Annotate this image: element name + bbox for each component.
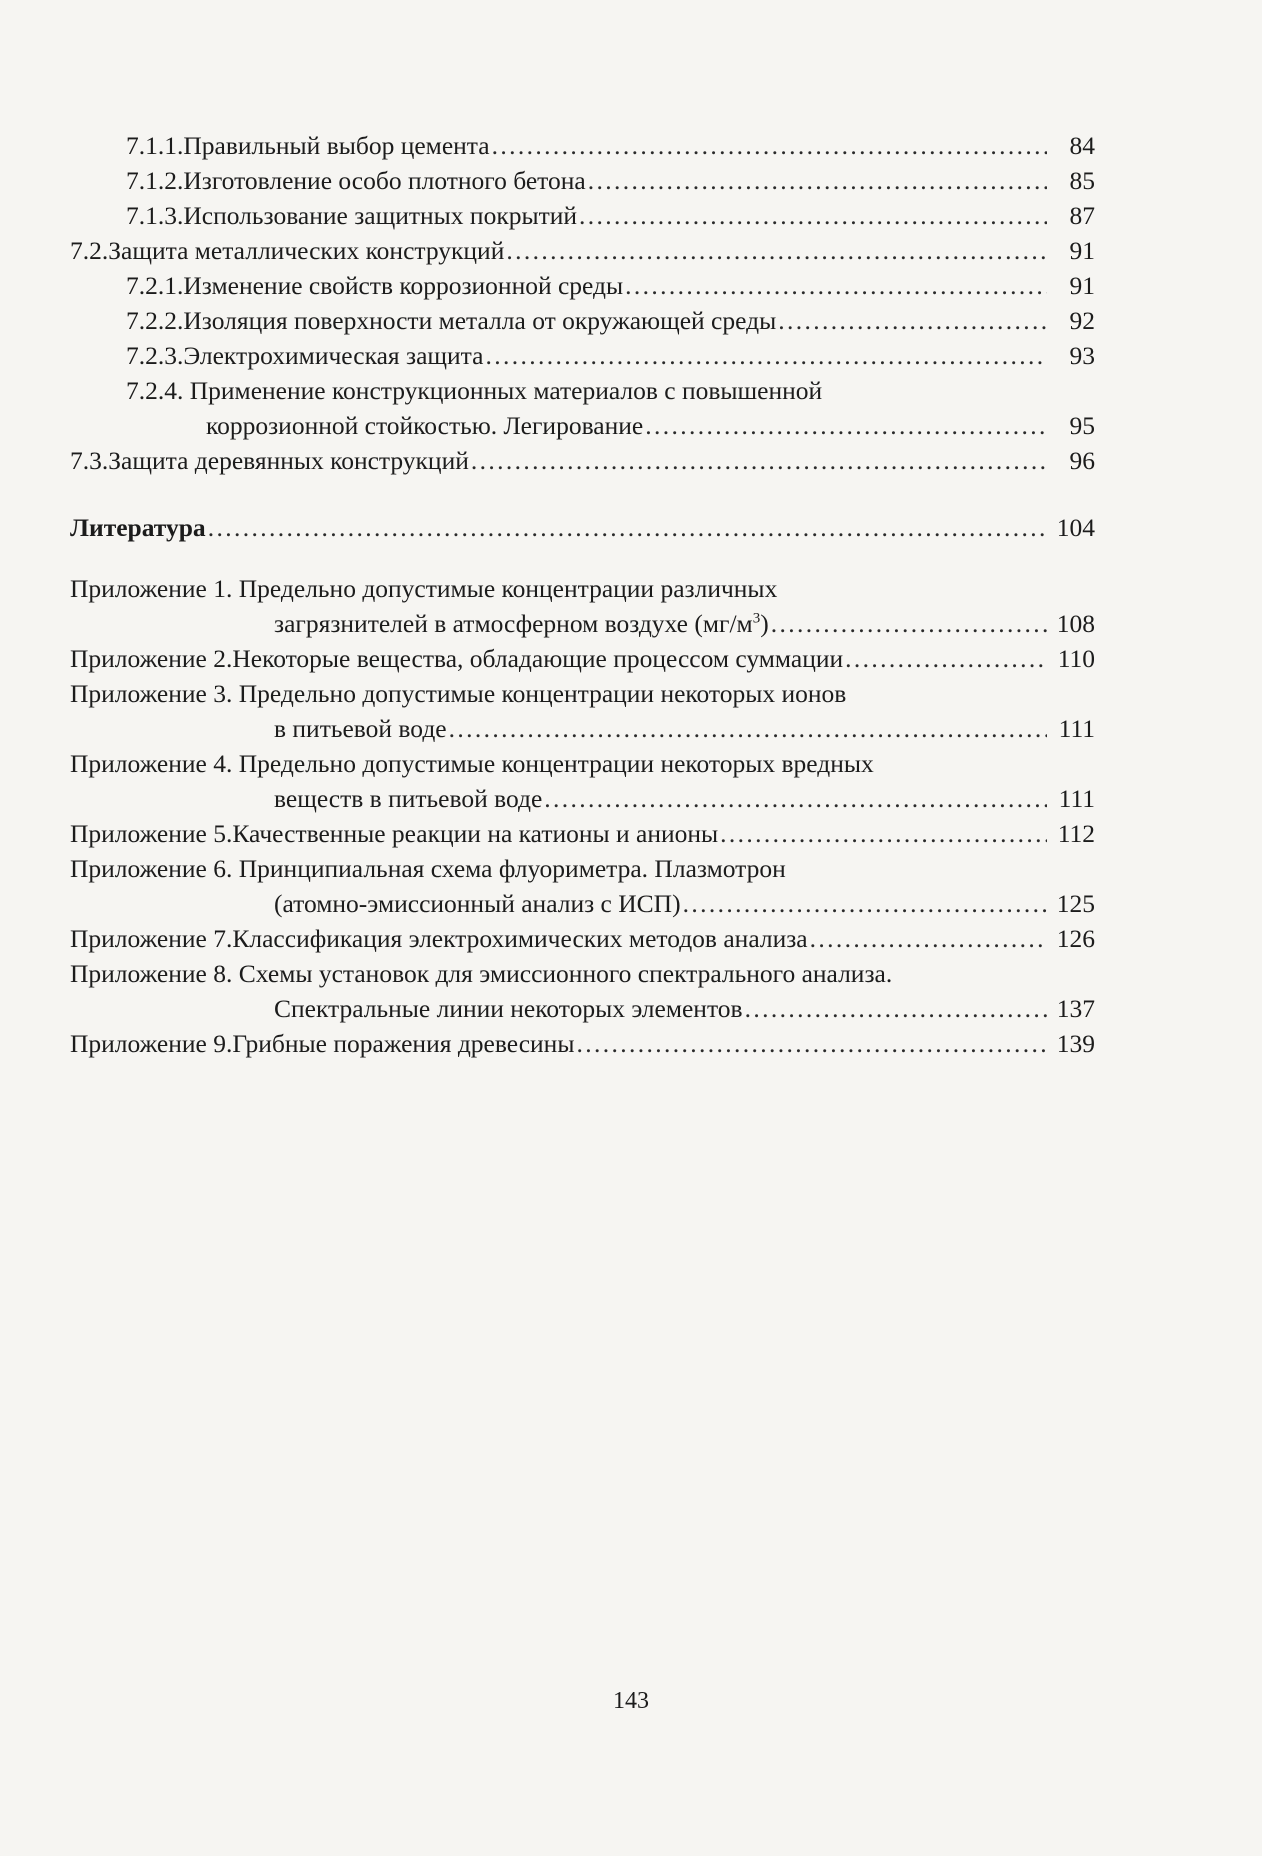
- toc-entry-number: 7.2.4.: [126, 376, 190, 405]
- superscript: 3: [752, 610, 761, 627]
- page-number: 143: [613, 1688, 649, 1714]
- spacer: [70, 478, 1095, 510]
- toc-entry-page: 125: [1056, 889, 1095, 918]
- toc-entry-appendix-7: [70, 921, 1095, 956]
- toc-entry-title-continued: в питьевой воде: [274, 714, 447, 743]
- toc-entry-number: Приложение 9.: [70, 1029, 233, 1058]
- toc-entry-title: Защита деревянных конструкций: [108, 446, 469, 475]
- toc-entry-appendix-1-line2: [70, 606, 1095, 641]
- toc-entry-title: Принципиальная схема флуориметра. Плазмотрон: [238, 854, 786, 883]
- toc-entry-title: Электрохимическая защита: [183, 341, 484, 370]
- leader-dots: [485, 338, 1047, 373]
- leader-dots: [208, 510, 1047, 545]
- toc-entry-title: Защита металлических конструкций: [108, 236, 505, 265]
- table-of-contents: [70, 128, 1095, 1061]
- toc-entry-number: 7.2.1.: [126, 271, 184, 300]
- toc-entry-appendix-4-line1: [70, 746, 1095, 781]
- leader-dots: [492, 128, 1047, 163]
- toc-entry-7-2-2: [70, 303, 1095, 338]
- toc-entry-number: 7.2.: [70, 236, 109, 265]
- leader-dots: [745, 991, 1047, 1026]
- spacer: [70, 545, 1095, 571]
- toc-entry-page: 87: [1069, 201, 1095, 230]
- toc-entry-title-continued: [274, 606, 769, 641]
- toc-entry-page: 91: [1069, 271, 1095, 300]
- toc-entry-title: Качественные реакции на катионы и анионы: [232, 819, 719, 848]
- toc-entry-page: 92: [1069, 306, 1095, 335]
- toc-entry-number: Приложение 1.: [70, 574, 239, 603]
- toc-entry-7-1-3: [70, 198, 1095, 233]
- toc-entry-number: 7.1.2.: [126, 166, 184, 195]
- toc-entry-page: 93: [1069, 341, 1095, 370]
- toc-entry-appendix-6-line1: [70, 851, 1095, 886]
- toc-entry-page: 85: [1069, 166, 1095, 195]
- toc-entry-appendix-6-line2: [70, 886, 1095, 921]
- toc-entry-7-3: [70, 443, 1095, 478]
- leader-dots: [544, 781, 1047, 816]
- leader-dots: [588, 163, 1047, 198]
- leader-dots: [471, 443, 1047, 478]
- toc-entry-appendix-1-line1: [70, 571, 1095, 606]
- toc-entry-title-continued: Спектральные линии некоторых элементов: [274, 994, 743, 1023]
- toc-entry-number: Приложение 2.: [70, 644, 233, 673]
- toc-entry-number: Приложение 8.: [70, 959, 239, 988]
- toc-entry-page: 104: [1056, 513, 1095, 542]
- toc-entry-title-continued: (атомно-эмиссионный анализ с ИСП): [274, 889, 681, 918]
- leader-dots: [771, 606, 1047, 641]
- toc-entry-appendix-8-line2: [70, 991, 1095, 1026]
- toc-entry-appendix-8-line1: [70, 956, 1095, 991]
- toc-entry-number: 7.3.: [70, 446, 109, 475]
- toc-entry-number: 7.1.1.: [126, 131, 184, 160]
- toc-entry-title: Классификация электрохимических методов анализа: [232, 924, 808, 953]
- toc-entry-appendix-3-line2: [70, 711, 1095, 746]
- toc-entry-literature: [70, 510, 1095, 545]
- toc-entry-number: 7.2.3.: [126, 341, 184, 370]
- leader-dots: [683, 886, 1047, 921]
- toc-entry-title: Изоляция поверхности металла от окружающей среды: [183, 306, 777, 335]
- toc-entry-number: Приложение 3.: [70, 679, 239, 708]
- toc-entry-page: 84: [1069, 131, 1095, 160]
- toc-entry-page: 111: [1058, 714, 1095, 743]
- toc-entry-7-2-1: [70, 268, 1095, 303]
- leader-dots: [506, 233, 1047, 268]
- toc-entry-number: Приложение 5.: [70, 819, 233, 848]
- toc-entry-title: Схемы установок для эмиссионного спектрального анализа.: [238, 959, 893, 988]
- toc-entry-title: Грибные поражения древесины: [232, 1029, 575, 1058]
- toc-entry-number: Приложение 7.: [70, 924, 233, 953]
- toc-entry-title: Изменение свойств коррозионной среды: [183, 271, 624, 300]
- toc-entry-title: Предельно допустимые концентрации различных: [238, 574, 778, 603]
- toc-entry-title: Предельно допустимые концентрации некоторых вредных: [238, 749, 874, 778]
- toc-entry-page: 108: [1056, 609, 1095, 638]
- toc-entry-7-2-4-line2: [70, 408, 1095, 443]
- toc-entry-appendix-2: [70, 641, 1095, 676]
- leader-dots: [579, 198, 1047, 233]
- toc-entry-page: 95: [1069, 411, 1095, 440]
- toc-entry-title: Применение конструкционных материалов с повышенной: [189, 376, 823, 405]
- toc-entry-number: Приложение 6.: [70, 854, 239, 883]
- toc-entry-7-2-4-line1: [70, 373, 1095, 408]
- toc-entry-page: 91: [1069, 236, 1095, 265]
- toc-entry-page: 111: [1058, 784, 1095, 813]
- toc-entry-title: Предельно допустимые концентрации некоторых ионов: [238, 679, 847, 708]
- toc-entry-page: 110: [1057, 644, 1095, 673]
- toc-entry-appendix-4-line2: [70, 781, 1095, 816]
- toc-title-text: загрязнителей в атмосферном воздухе (мг/м: [274, 609, 753, 638]
- toc-entry-page: 137: [1056, 994, 1095, 1023]
- toc-entry-title-continued: веществ в питьевой воде: [274, 784, 543, 813]
- leader-dots: [576, 1026, 1047, 1061]
- toc-entry-appendix-9: [70, 1026, 1095, 1061]
- closing-paren: ): [760, 609, 769, 638]
- toc-entry-number: Приложение 4.: [70, 749, 239, 778]
- leader-dots: [625, 268, 1047, 303]
- toc-entry-title: Использование защитных покрытий: [183, 201, 578, 230]
- leader-dots: [720, 816, 1047, 851]
- toc-entry-title: Правильный выбор цемента: [183, 131, 490, 160]
- toc-entry-number: 7.2.2.: [126, 306, 184, 335]
- toc-entry-page: 112: [1057, 819, 1095, 848]
- leader-dots: [645, 408, 1047, 443]
- leader-dots: [449, 711, 1047, 746]
- leader-dots: [845, 641, 1047, 676]
- toc-entry-page: 139: [1056, 1029, 1095, 1058]
- toc-entry-title: Изготовление особо плотного бетона: [183, 166, 586, 195]
- toc-entry-title: Некоторые вещества, обладающие процессом суммации: [232, 644, 844, 673]
- toc-entry-number: 7.1.3.: [126, 201, 184, 230]
- toc-entry-title-continued: коррозионной стойкостью. Легирование: [206, 411, 644, 440]
- toc-entry-page: 96: [1069, 446, 1095, 475]
- toc-entry-7-2-3: [70, 338, 1095, 373]
- toc-entry-7-1-1: [70, 128, 1095, 163]
- toc-entry-7-1-2: [70, 163, 1095, 198]
- toc-entry-7-2: [70, 233, 1095, 268]
- leader-dots: [810, 921, 1047, 956]
- toc-entry-title: Литература: [70, 513, 206, 542]
- toc-entry-appendix-3-line1: [70, 676, 1095, 711]
- leader-dots: [778, 303, 1047, 338]
- toc-entry-page: 126: [1056, 924, 1095, 953]
- toc-entry-appendix-5: [70, 816, 1095, 851]
